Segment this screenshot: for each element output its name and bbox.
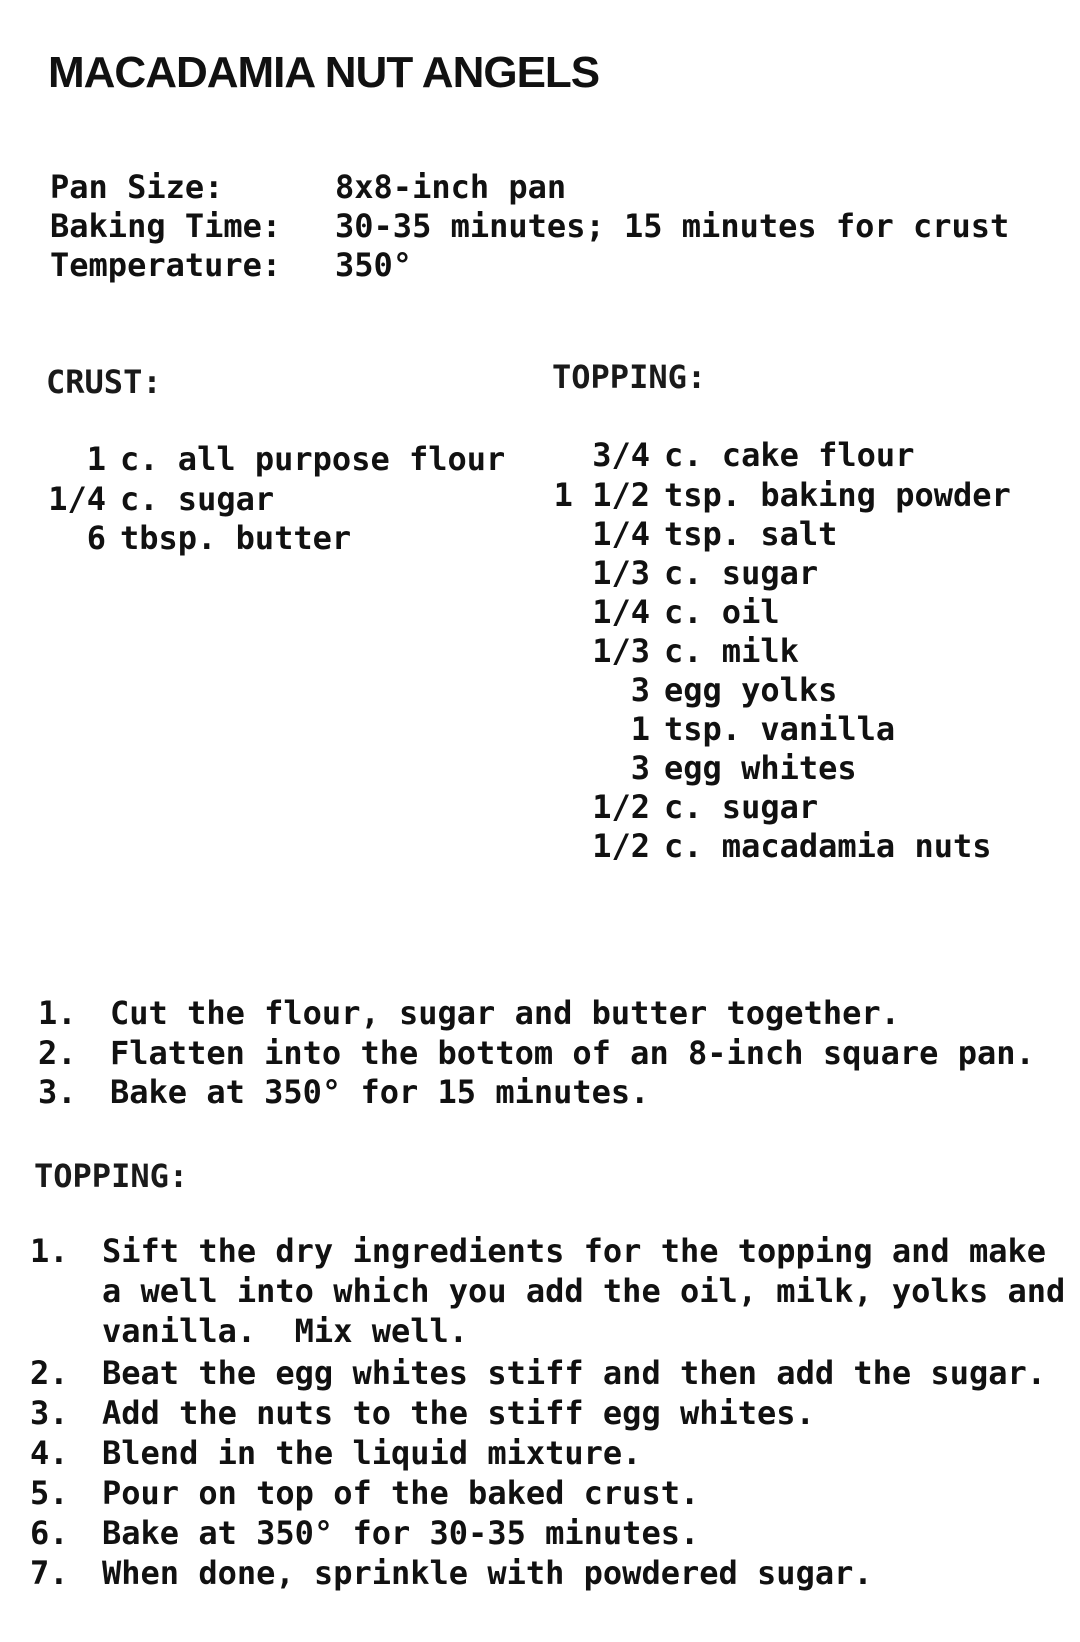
crust-heading: CRUST: bbox=[46, 363, 162, 401]
step-number: 3. bbox=[38, 1073, 77, 1111]
crust-step bbox=[38, 994, 1048, 1034]
info-row-temperature bbox=[50, 246, 1050, 286]
topping-step bbox=[30, 1474, 1040, 1514]
ingredient-qty: 3/4 bbox=[592, 436, 650, 474]
ingredient-item: c. all purpose flour bbox=[120, 440, 506, 478]
ingredient-qty: 1 bbox=[630, 710, 650, 748]
crust-step bbox=[38, 1073, 1048, 1113]
topping-step bbox=[30, 1554, 1040, 1594]
ingredient-item: c. sugar bbox=[664, 788, 819, 826]
ingredient-qty: 1 bbox=[86, 440, 106, 478]
step-number: 3. bbox=[30, 1394, 69, 1432]
info-label: Pan Size: bbox=[50, 168, 224, 206]
step-number: 1. bbox=[38, 994, 77, 1032]
topping-step bbox=[30, 1232, 1047, 1272]
ingredient-qty: 1/3 bbox=[592, 632, 650, 670]
step-text: Cut the flour, sugar and butter together. bbox=[110, 994, 900, 1032]
ingredient-item: tbsp. butter bbox=[120, 519, 352, 557]
step-number: 1. bbox=[30, 1232, 69, 1270]
step-text: Flatten into the bottom of an 8-inch square pan. bbox=[110, 1034, 1035, 1072]
info-value: 350° bbox=[335, 246, 413, 284]
info-value: 8x8-inch pan bbox=[335, 168, 567, 206]
topping-step bbox=[30, 1394, 1040, 1434]
step-text: Bake at 350° for 30-35 minutes. bbox=[102, 1514, 700, 1552]
topping-step bbox=[30, 1514, 1040, 1554]
ingredient-qty: 1/3 bbox=[592, 554, 650, 592]
step-text: Beat the egg whites stiff and then add the sugar. bbox=[102, 1354, 1047, 1392]
ingredient-qty: 1 1/2 bbox=[553, 476, 650, 514]
topping-steps-heading: TOPPING: bbox=[34, 1157, 189, 1195]
step-number: 4. bbox=[30, 1434, 69, 1472]
info-row-baking-time bbox=[50, 207, 1050, 247]
ingredient-qty: 3 bbox=[630, 671, 650, 709]
info-value: 30-35 minutes; 15 minutes for crust bbox=[335, 207, 1010, 245]
topping-step bbox=[30, 1354, 1047, 1394]
ingredient-qty: 1/4 bbox=[592, 515, 650, 553]
info-label: Baking Time: bbox=[50, 207, 282, 245]
step-number: 7. bbox=[30, 1554, 69, 1592]
ingredient-item: tsp. baking powder bbox=[664, 476, 1011, 514]
topping-step-continuation bbox=[30, 1312, 1040, 1352]
step-number: 5. bbox=[30, 1474, 69, 1512]
ingredient-qty: 1/2 bbox=[592, 827, 650, 865]
ingredient-item: c. macadamia nuts bbox=[664, 827, 992, 865]
step-text: Add the nuts to the stiff egg whites. bbox=[102, 1394, 815, 1432]
ingredient-qty: 1/4 bbox=[592, 593, 650, 631]
step-text: Pour on top of the baked crust. bbox=[102, 1474, 700, 1512]
info-row-pan-size bbox=[50, 168, 1050, 208]
ingredient-item: c. oil bbox=[664, 593, 780, 631]
topping-step bbox=[30, 1434, 1040, 1474]
step-text: vanilla. Mix well. bbox=[102, 1312, 469, 1350]
crust-step bbox=[38, 1034, 1048, 1074]
step-text: Blend in the liquid mixture. bbox=[102, 1434, 642, 1472]
ingredient-item: c. milk bbox=[664, 632, 799, 670]
topping-step-continuation bbox=[30, 1272, 1066, 1312]
step-number: 2. bbox=[38, 1034, 77, 1072]
ingredient-item: tsp. vanilla bbox=[664, 710, 896, 748]
step-text: a well into which you add the oil, milk, yolks and bbox=[102, 1272, 1066, 1310]
ingredient-item: c. sugar bbox=[120, 480, 275, 518]
step-text: When done, sprinkle with powdered sugar. bbox=[102, 1554, 873, 1592]
ingredient-item: c. cake flour bbox=[664, 436, 915, 474]
ingredient-qty: 1/2 bbox=[592, 788, 650, 826]
info-label: Temperature: bbox=[50, 246, 282, 284]
ingredient-qty: 1/4 bbox=[48, 480, 106, 518]
step-number: 2. bbox=[30, 1354, 69, 1392]
ingredient-qty: 3 bbox=[630, 749, 650, 787]
topping-heading: TOPPING: bbox=[552, 358, 707, 396]
recipe-title: MACADAMIA NUT ANGELS bbox=[48, 48, 600, 97]
step-text: Bake at 350° for 15 minutes. bbox=[110, 1073, 650, 1111]
ingredient-item: tsp. salt bbox=[664, 515, 838, 553]
ingredient-item: egg yolks bbox=[664, 671, 838, 709]
step-number: 6. bbox=[30, 1514, 69, 1552]
step-text: Sift the dry ingredients for the topping and make bbox=[102, 1232, 1047, 1270]
ingredient-qty: 6 bbox=[86, 519, 106, 557]
ingredient-item: egg whites bbox=[664, 749, 857, 787]
ingredient-item: c. sugar bbox=[664, 554, 819, 592]
